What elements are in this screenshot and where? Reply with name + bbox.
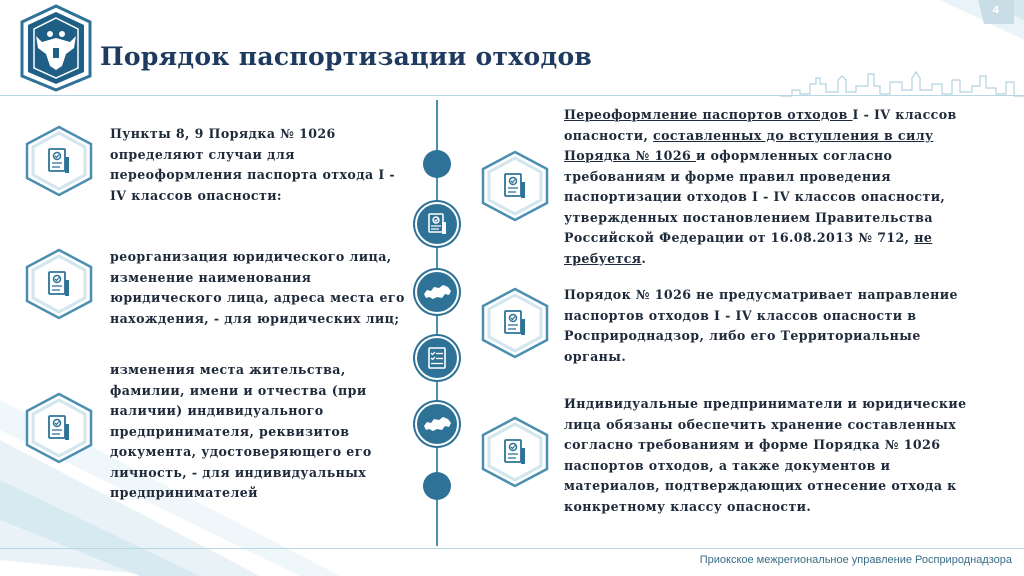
- text-line: материалов, подтверждающих отнесение отхода к: [564, 478, 957, 493]
- text-line: Пункты 8, 9 Порядка № 1026: [110, 126, 336, 141]
- hexagon-document-icon: [24, 125, 94, 197]
- plain-text: и оформленных согласно: [695, 148, 893, 163]
- text-line: [564, 249, 957, 270]
- timeline-dot: [423, 150, 451, 178]
- text-line: [564, 228, 957, 249]
- text-line: согласно требованиям и форме Порядка № 1026: [564, 437, 941, 452]
- underlined-text: не: [914, 230, 933, 245]
- no-submission-text: [564, 285, 958, 367]
- timeline-node-checklist: [415, 336, 459, 380]
- underlined-text: Порядка № 1026: [564, 148, 696, 163]
- text-line: паспортов отходов I - IV классов опасности в: [564, 307, 917, 323]
- timeline-node-map: [415, 270, 459, 314]
- text-line: Порядок № 1026 не предусматривает направление: [564, 287, 958, 302]
- document-check-icon: [417, 204, 457, 244]
- header-divider: [0, 95, 1024, 96]
- page-title: Порядок паспортизации отходов: [100, 42, 593, 71]
- text-line: требованиям и форме правил проведения: [564, 168, 891, 184]
- text-line: наличии) индивидуального: [110, 403, 324, 418]
- hexagon-document-icon: [24, 248, 94, 320]
- text-line: предпринимателя, реквизитов: [110, 423, 350, 439]
- text-line: предпринимателей: [110, 485, 258, 500]
- text-line: юридического лица, адреса места его: [110, 290, 405, 305]
- text-line: [564, 105, 957, 126]
- checklist-icon: [417, 338, 457, 378]
- text-line: личность, - для индивидуальных: [110, 464, 367, 480]
- reissue-text: [564, 105, 957, 269]
- text-line: утвержденных постановлением Правительства: [564, 209, 933, 225]
- hexagon-document-icon: [24, 392, 94, 464]
- legal-entity-text: [110, 247, 405, 329]
- text-line: нахождения, - для юридических лиц;: [110, 310, 400, 326]
- text-line: лица обязаны обеспечить хранение составленных: [564, 416, 957, 432]
- text-line: изменение наименования: [110, 269, 312, 285]
- footer-divider: [0, 548, 1024, 549]
- text-line: переоформления паспорта отхода I -: [110, 167, 396, 182]
- russia-map-icon: [417, 404, 457, 444]
- underlined-text: требуется: [564, 250, 642, 266]
- text-line: определяют случаи для: [110, 146, 295, 162]
- plain-text: I - IV классов: [852, 107, 957, 122]
- plain-text: Российской Федерации от 16.08.2013 № 712,: [564, 230, 915, 245]
- timeline-node-map-2: [415, 402, 459, 446]
- plain-text: опасности,: [564, 127, 654, 143]
- intro-text: [110, 124, 395, 206]
- storage-obligation-text: [564, 394, 967, 517]
- page-number: 4: [992, 5, 1000, 16]
- hexagon-document-icon: [480, 287, 550, 359]
- text-line: паспортов отходов, а также документов и: [564, 457, 891, 473]
- text-line: изменения места жительства,: [110, 362, 346, 377]
- underlined-text: Переоформление паспортов отходов: [564, 107, 853, 122]
- underlined-text: составленных до вступления в силу: [653, 127, 934, 143]
- hexagon-document-icon: [480, 150, 550, 222]
- text-line: фамилии, имени и отчества (при: [110, 382, 367, 398]
- text-line: органы.: [564, 348, 627, 364]
- text-line: IV классов опасности:: [110, 187, 282, 203]
- russia-map-icon: [417, 272, 457, 312]
- text-line: конкретному классу опасности.: [564, 498, 812, 514]
- text-line: документа, удостоверяющего его: [110, 444, 372, 459]
- timeline-dot: [423, 472, 451, 500]
- text-line: паспортизации отходов I - IV классов опасности,: [564, 189, 946, 204]
- plain-text: .: [641, 250, 647, 266]
- timeline-node-document: [415, 202, 459, 246]
- text-line: [564, 126, 957, 147]
- footer-text: Приокское межрегиональное управление Росприроднадзора: [699, 554, 1012, 566]
- hexagon-document-icon: [480, 416, 550, 488]
- city-skyline-decoration: [780, 70, 1024, 98]
- emblem-logo: [20, 4, 92, 92]
- text-line: [564, 146, 957, 167]
- text-line: Росприроднадзор, либо его Территориальные: [564, 328, 921, 343]
- text-line: реорганизация юридического лица,: [110, 249, 392, 264]
- entrepreneur-text: [110, 360, 372, 504]
- text-line: Индивидуальные предприниматели и юридические: [564, 396, 967, 411]
